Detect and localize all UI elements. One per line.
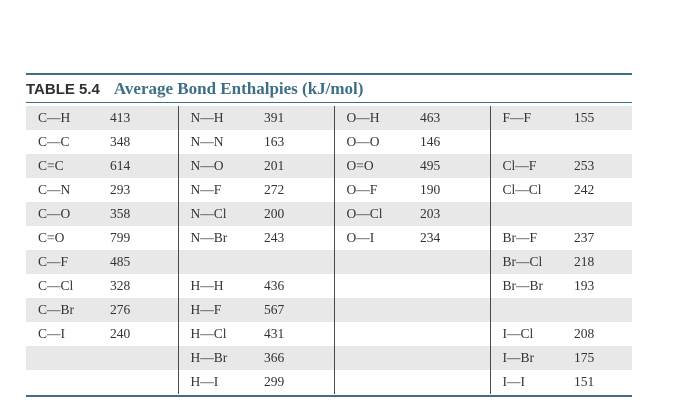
bond-cell: H—Cl — [190, 326, 227, 341]
bond-cell — [334, 250, 416, 274]
enthalpy-cell: 203 — [416, 202, 490, 226]
enthalpy-cell: 218 — [570, 250, 632, 274]
enthalpy-cell: 242 — [574, 182, 595, 197]
bond-cell: C—Cl — [38, 278, 74, 293]
enthalpy-cell: 175 — [570, 346, 632, 370]
enthalpy-cell: 240 — [106, 322, 178, 346]
enthalpy-cell — [416, 322, 490, 346]
enthalpy-cell: 253 — [570, 154, 632, 178]
enthalpy-cell: 155 — [570, 106, 632, 130]
bond-cell: I—Br — [490, 346, 570, 370]
enthalpy-cell: 328 — [106, 274, 178, 298]
bond-cell: C—N — [38, 182, 71, 197]
bond-cell — [334, 322, 416, 346]
bond-cell: N—O — [178, 154, 260, 178]
enthalpy-cell: 391 — [260, 106, 334, 130]
table-row — [26, 178, 632, 202]
enthalpy-cell: 567 — [260, 298, 334, 322]
enthalpy-cell — [570, 130, 632, 154]
bond-cell: Cl—Cl — [502, 182, 542, 197]
bond-cell: C—I — [38, 326, 65, 341]
table-row — [26, 346, 632, 370]
bond-cell: O=O — [334, 154, 416, 178]
bond-cell — [26, 346, 106, 370]
table-caption — [26, 76, 363, 102]
enthalpy-cell: 276 — [106, 298, 178, 322]
bond-cell: H—F — [178, 298, 260, 322]
bond-cell: H—I — [190, 374, 219, 389]
bond-cell — [178, 250, 260, 274]
enthalpy-cell: 614 — [106, 154, 178, 178]
bond-cell — [334, 346, 416, 370]
enthalpy-cell: 234 — [416, 226, 490, 250]
enthalpy-cell: 163 — [260, 130, 334, 154]
enthalpy-cell — [416, 370, 490, 394]
bond-cell: O—H — [334, 106, 416, 130]
table-row — [26, 250, 632, 274]
bond-cell: C—O — [26, 202, 106, 226]
enthalpy-cell: 366 — [260, 346, 334, 370]
table-top-rule — [26, 73, 632, 75]
table-row — [26, 106, 632, 130]
bond-cell: C=O — [38, 230, 65, 245]
bond-cell: C—F — [26, 250, 106, 274]
enthalpy-cell: 193 — [574, 278, 595, 293]
enthalpy-cell: 436 — [260, 274, 334, 298]
caption-rule — [26, 102, 632, 103]
bond-cell: F—F — [490, 106, 570, 130]
enthalpy-cell: 485 — [106, 250, 178, 274]
table-label: TABLE 5.4 — [26, 80, 100, 98]
enthalpy-cell: 243 — [260, 226, 334, 250]
enthalpy-cell: 190 — [416, 178, 490, 202]
table-row — [26, 130, 632, 154]
enthalpy-cell — [260, 250, 334, 274]
table-bottom-rule — [26, 395, 632, 397]
enthalpy-cell — [416, 274, 490, 298]
enthalpy-cell — [570, 298, 632, 322]
bond-cell: Br—Br — [502, 278, 543, 293]
table-row — [26, 298, 632, 322]
bond-cell — [490, 130, 570, 154]
enthalpy-cell: 463 — [416, 106, 490, 130]
enthalpy-cell: 799 — [106, 226, 178, 250]
bond-cell — [334, 370, 416, 394]
bond-cell: Br—Cl — [490, 250, 570, 274]
enthalpy-cell: 208 — [574, 326, 595, 341]
bond-cell: H—H — [190, 278, 224, 293]
bond-cell — [334, 274, 416, 298]
table-title: Average Bond Enthalpies (kJ/mol) — [113, 79, 364, 98]
bond-cell: N—H — [178, 106, 260, 130]
enthalpy-cell — [416, 346, 490, 370]
bond-cell: Br—F — [502, 230, 538, 245]
enthalpy-cell: 151 — [574, 374, 595, 389]
bond-cell — [334, 298, 416, 322]
bond-cell: O—O — [346, 134, 380, 149]
enthalpy-cell: 146 — [416, 130, 490, 154]
enthalpy-cell: 237 — [574, 230, 595, 245]
bond-cell — [26, 370, 106, 394]
bond-cell: O—I — [346, 230, 375, 245]
table-row — [26, 370, 632, 394]
enthalpy-cell: 348 — [106, 130, 178, 154]
enthalpy-cell: 431 — [260, 322, 334, 346]
enthalpy-cell: 358 — [106, 202, 178, 226]
bond-cell: H—Br — [178, 346, 260, 370]
bond-cell: N—F — [190, 182, 222, 197]
enthalpy-cell — [106, 346, 178, 370]
enthalpy-cell: 299 — [260, 370, 334, 394]
enthalpy-cell: 272 — [260, 178, 334, 202]
bond-cell: I—Cl — [502, 326, 534, 341]
bond-cell: O—F — [346, 182, 378, 197]
enthalpy-cell: 293 — [106, 178, 178, 202]
table-body — [26, 106, 632, 394]
bond-cell: C—C — [38, 134, 70, 149]
enthalpy-cell — [416, 250, 490, 274]
enthalpy-cell: 495 — [416, 154, 490, 178]
bond-cell: N—Br — [190, 230, 228, 245]
bond-cell: Cl—F — [490, 154, 570, 178]
bond-cell: N—N — [190, 134, 224, 149]
enthalpy-cell: 200 — [260, 202, 334, 226]
enthalpy-cell — [416, 298, 490, 322]
enthalpy-cell — [570, 202, 632, 226]
bond-cell: C—Br — [26, 298, 106, 322]
bond-cell: N—Cl — [178, 202, 260, 226]
bond-enthalpy-table — [26, 106, 632, 394]
table-row — [26, 154, 632, 178]
enthalpy-cell: 201 — [260, 154, 334, 178]
table-row — [26, 274, 632, 298]
table-row — [26, 202, 632, 226]
bond-cell: C=C — [26, 154, 106, 178]
table-row — [26, 322, 632, 346]
enthalpy-cell — [106, 370, 178, 394]
bond-cell — [490, 298, 570, 322]
enthalpy-cell: 413 — [106, 106, 178, 130]
bond-cell — [490, 202, 570, 226]
table-row — [26, 226, 632, 250]
bond-cell: C—H — [26, 106, 106, 130]
bond-cell: O—Cl — [334, 202, 416, 226]
bond-cell: I—I — [502, 374, 525, 389]
